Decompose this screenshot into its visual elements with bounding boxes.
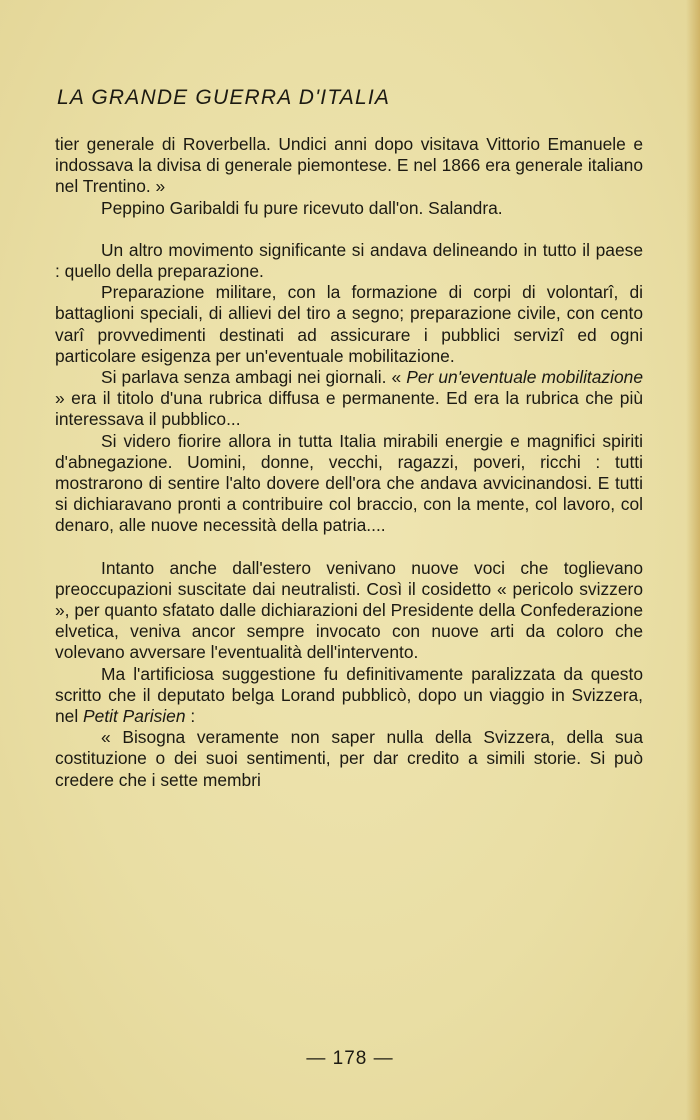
paragraph-preparation: Preparazione militare, con la formazione di corpi di volontarî, di battaglioni speciali, di allievi del tiro a segno; preparazione civile, con cento varî provvedimenti destinati ad assicurare i pubblici servizî ed ogni particolare esigenza per un'eventuale mobilitazione. [55,282,643,366]
paragraph-newspapers-after: » era il titolo d'una rubrica diffusa e permanente. Ed era la rubrica che più interessava il pubblico... [55,388,643,430]
rubric-title: Per un'eventuale mobilitazione [406,367,644,388]
newspaper-title: Petit Parisien [83,706,186,727]
paragraph-newspapers-before: Si parlava senza ambagi nei giornali. « [101,367,407,388]
paragraph-lorand-before: Ma l'artificiosa suggestione fu definitivamente paralizzata da questo scritto che il deputato belga Lorand pubblicò, dopo un viaggio in Svizzera, nel [55,663,643,727]
paragraph-swiss-danger: Intanto anche dall'estero venivano nuove voci che toglievano preoccupazioni suscitate dai neutralisti. Così il cosidetto « pericolo svizzero », per quanto sfatato dalle dichiarazioni del Presidente della Confederazione elvetica, veniva ancor sempre invocato con nuove arti da coloro che volevano avversare l'eventualità dell'intervento. [55,557,643,663]
paragraph-continuation: tier generale di Roverbella. Undici anni dopo visitava Vittorio Emanuele e indossava la divisa di generale piemontese. E nel 1866 era generale italiano nel Trentino. » [55,134,643,197]
section-gap [55,537,643,558]
paragraph-movement: Un altro movimento significante si andava delineando in tutto il paese : quello della preparazione. [55,239,643,282]
body-text [55,134,643,791]
paragraph-newspapers [55,367,643,431]
paragraph-lorand [55,664,643,728]
page-number: — 178 — [306,1048,394,1069]
paragraph-energies: Si videro fiorire allora in tutta Italia mirabili energie e magnifici spiriti d'abnegazione. Uomini, donne, vecchi, ragazzi, poveri, ricchi : tutti mostrarono di sentire l'alto dovere dell'ora che andava avvicinandosi. E tutti si dichiaravano pronti a contribuire col braccio, con la mente, col lavoro, col denaro, alle nuove necessità della patria.... [55,430,643,536]
paragraph-garibaldi: Peppino Garibaldi fu pure ricevuto dall'on. Salandra. [101,197,503,218]
running-head: LA GRANDE GUERRA D'ITALIA [57,86,391,109]
section-gap [55,219,643,240]
paragraph-quote: « Bisogna veramente non saper nulla della Svizzera, della sua costituzione o dei suoi sentimenti, per dar credito a simili storie. Si può credere che i sette membri [55,727,643,790]
paragraph-lorand-after: : [185,706,196,727]
page-edge-shadow [686,0,700,1120]
